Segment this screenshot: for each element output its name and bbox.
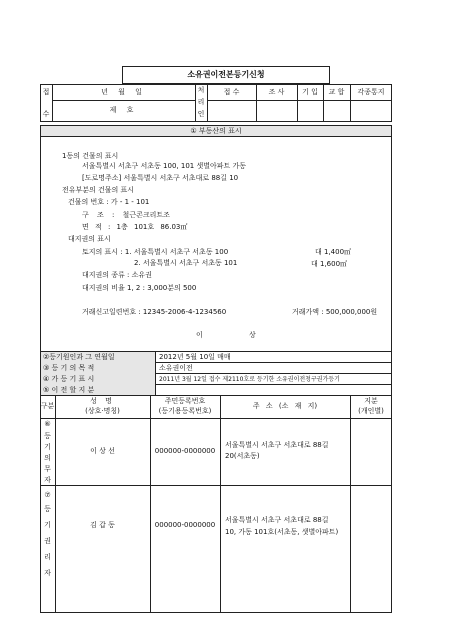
obligee-id: 000000-0000000: [154, 521, 216, 529]
obligor-address-1: 서울특별시 서초구 서초대로 88길: [225, 441, 329, 449]
obligor-address-2: 20(서초동): [225, 452, 260, 460]
party-col-name-2: (상호·명칭): [85, 407, 120, 415]
obligor-side-label-5: 자: [44, 476, 51, 484]
processing-label-1: 처: [197, 86, 205, 94]
row-purpose-value: 소유권이전: [159, 364, 193, 372]
processing-label-3: 인: [197, 110, 205, 118]
party-col-gubun: 구분: [40, 402, 55, 410]
obligee-side-label-4: 리: [44, 553, 51, 561]
reception-date-label: 년 월 일: [101, 88, 146, 96]
obligee-address-1: 서울특별시 서초구 서초대로 88길: [225, 516, 329, 524]
property-line-13: 대지권의 종류 : 소유권: [82, 271, 152, 279]
row-cause-value: 2012년 5월 10일 매매: [159, 353, 231, 361]
obligor-side-label-1: 등: [44, 432, 51, 440]
obligee-side-label-5: 자: [44, 569, 51, 577]
property-line-14: 대지권의 비율 1, 2 : 3,000분의 500: [82, 284, 197, 292]
col-entry: 기 입: [302, 88, 318, 96]
property-line-2: 서울특별시 서초구 서초동 100, 101 샛별아파트 가동: [82, 162, 247, 170]
property-line-5: 건물의 번호 : 가 - 1 - 101: [68, 198, 150, 206]
property-line-4: 전유부분의 건물의 표시: [62, 186, 135, 194]
col-notices: 각종통지: [357, 88, 385, 96]
processing-label-2: 리: [197, 98, 205, 106]
property-line-3: [도로명주소] 서울특별시 서초구 서초대로 88길 10: [82, 174, 239, 182]
row-share-label: ⑤ 이 전 할 지 분: [43, 386, 95, 394]
document-title: 소유권이전본등기신청: [187, 70, 265, 79]
obligee-name: 김 갑 동: [90, 521, 115, 529]
obligee-side-label-2: 기: [44, 521, 51, 529]
party-col-share-1: 지분: [364, 397, 378, 405]
property-line-12: 대 1,600㎡: [311, 260, 348, 268]
party-col-id-2: (등기용등록번호): [158, 407, 212, 415]
row-provisional-value: 2011년 3월 12일 접수 제2110호로 등기한 소유권이전청구권가등기: [159, 376, 340, 383]
obligor-id: 000000-0000000: [154, 447, 216, 455]
obligor-side-label-0: ⑥: [44, 420, 51, 428]
property-line-9: 토지의 표시 : 1. 서울특별시 서초구 서초동 100: [82, 248, 229, 256]
row-purpose-label: ③ 등 기 의 목 적: [43, 364, 95, 372]
obligor-name: 이 상 선: [90, 447, 115, 455]
obligee-side-label-3: 권: [44, 537, 51, 545]
obligee-side-label-1: 등: [44, 505, 51, 513]
col-reception: 접 수: [223, 88, 240, 96]
reception-su-label: 수: [42, 110, 50, 118]
party-col-address: 주 소 (소 재 지): [252, 402, 318, 410]
reception-number-label: 제 호: [109, 106, 138, 114]
reception-jeop-label: 접: [42, 88, 50, 96]
property-line-10: 대 1,400㎡: [315, 248, 352, 256]
col-collation: 교 합: [328, 88, 345, 96]
obligee-side-label-0: ⑦: [44, 491, 51, 499]
property-line-11: 2. 서울특별시 서초구 서초동 101: [134, 259, 238, 267]
obligor-side-label-4: 무: [44, 465, 51, 473]
obligor-side-label-2: 기: [44, 443, 51, 451]
col-investigation: 조 사: [268, 88, 285, 96]
section1-title: ① 부동산의 표시: [190, 127, 242, 135]
property-line-15: 거래신고일련번호 : 12345-2006-4-1234560: [82, 308, 227, 316]
property-end-mark: 이 상: [196, 331, 278, 339]
party-col-name-1: 성 명: [90, 397, 115, 405]
property-line-8: 대지권의 표시: [68, 235, 111, 243]
party-col-id-1: 주민등록번호: [164, 397, 206, 405]
obligee-address-2: 10, 가동 101호(서초동, 샛별아파트): [225, 528, 339, 536]
row-cause-label: ②등기원인과 그 연월일: [43, 353, 115, 361]
obligor-side-label-3: 의: [44, 454, 51, 462]
property-line-1: 1동의 건물의 표시: [62, 152, 119, 160]
party-col-share-2: (개인별): [358, 407, 384, 415]
property-line-16: 거래가액 : 500,000,000원: [292, 308, 378, 316]
property-line-7: 면 적 : 1층 101호 86.03㎡: [82, 223, 188, 231]
property-line-6: 구 조 : 철근콘크리트조: [82, 211, 170, 219]
row-provisional-label: ④ 가 등 기 표 시: [43, 375, 95, 383]
